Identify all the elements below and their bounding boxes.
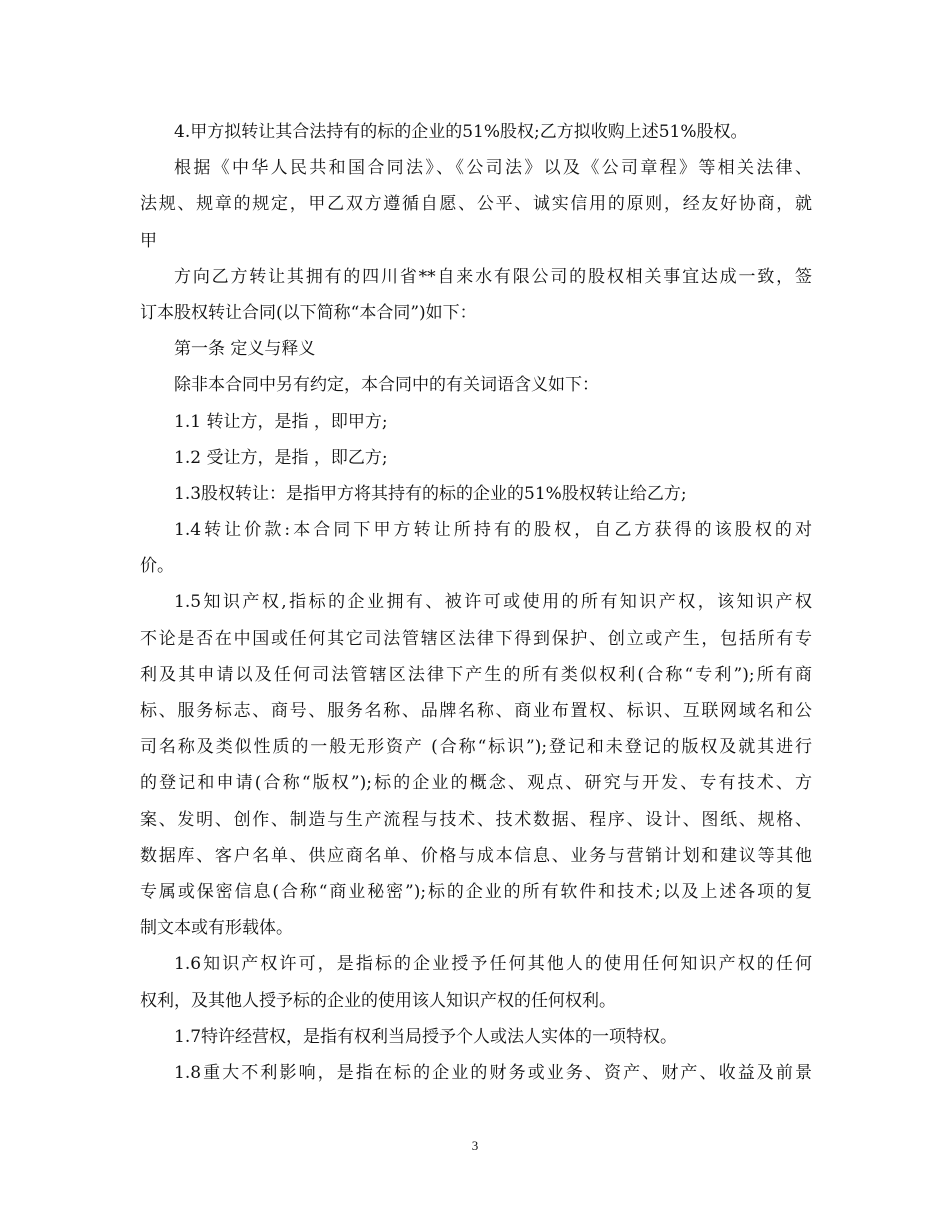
text-line: 权利，及其他人授予标的企业的使用该人知识产权的任何权利。	[140, 990, 616, 1011]
text-line: 专属或保密信息(合称“商业秘密”);标的企业的所有软件和技术;以及上述各项的复	[140, 881, 812, 902]
text-line: 的登记和申请(合称“版权”);标的企业的概念、观点、研究与开发、专有技术、方	[140, 773, 812, 794]
text-line: 利及其申请以及任何司法管辖区法律下产生的所有类似权利(合称“专利”);所有商	[140, 664, 812, 685]
definition-item: 1.2 受让方，是指 ，即乙方;	[174, 447, 388, 468]
page-number: 3	[471, 1138, 479, 1153]
text-line: 司名称及类似性质的一般无形资产 (合称“标识”);登记和未登记的版权及就其进行	[140, 737, 812, 758]
text-line: 订本股权转让合同(以下简称“本合同”)如下：	[140, 302, 477, 323]
text-line: 标、服务标志、商号、服务名称、品牌名称、商业布置权、标识、互联网域名和公	[140, 701, 812, 721]
text-line: 4.甲方拟转让其合法持有的标的企业的51%股权;乙方拟收购上述51%股权。	[174, 122, 748, 142]
section-heading: 第一条 定义与释义	[174, 339, 316, 360]
definition-item: 1.5知识产权,指标的企业拥有、被许可或使用的所有知识产权，该知识产权	[174, 592, 812, 613]
definition-item: 1.4转让价款:本合同下甲方转让所持有的股权，自乙方获得的该股权的对	[174, 520, 812, 541]
contract-body	[140, 114, 812, 1091]
text-line: 数据库、客户名单、供应商名单、价格与成本信息、业务与营销计划和建议等其他	[140, 845, 812, 866]
text-line: 根据《中华人民共和国合同法》、《公司法》以及《公司章程》等相关法律、	[174, 158, 812, 179]
text-line: 除非本合同中另有约定，本合同中的有关词语含义如下：	[174, 375, 599, 396]
definition-item: 1.8重大不利影响，是指在标的企业的财务或业务、资产、财产、收益及前景	[174, 1062, 812, 1083]
text-line: 案、发明、创作、制造与生产流程与技术、技术数据、程序、设计、图纸、规格、	[140, 809, 812, 830]
definition-item: 1.6知识产权许可，是指标的企业授予任何其他人的使用任何知识产权的任何	[174, 954, 812, 975]
definition-item: 1.7特许经营权，是指有权利当局授予个人或法人实体的一项特权。	[174, 1026, 678, 1047]
text-line: 方向乙方转让其拥有的四川省**自来水有限公司的股权相关事宜达成一致，签	[174, 266, 812, 287]
text-line: 法规、规章的规定，甲乙双方遵循自愿、公平、诚实信用的原则，经友好协商，就	[140, 194, 812, 215]
text-line: 甲	[140, 230, 157, 251]
text-line: 价。	[140, 556, 174, 577]
definition-item: 1.1 转让方，是指 ，即甲方;	[174, 411, 388, 432]
text-line: 不论是否在中国或任何其它司法管辖区法律下得到保护、创立或产生，包括所有专	[140, 628, 812, 649]
definition-item: 1.3股权转让：是指甲方将其持有的标的企业的51%股权转让给乙方;	[174, 483, 687, 504]
text-line: 制文本或有形载体。	[140, 918, 293, 939]
